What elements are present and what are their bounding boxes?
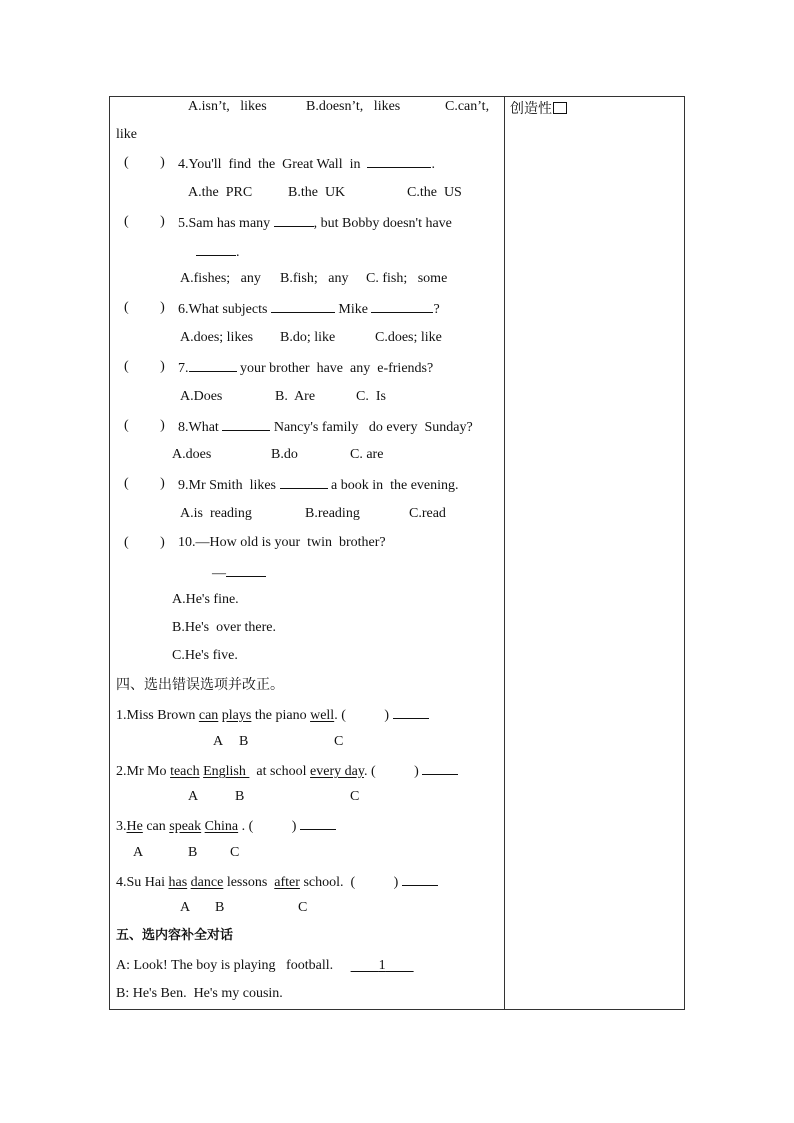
q10-answer-line [212, 564, 266, 582]
q10-dash: — [212, 566, 226, 581]
s4-item-3-letter-c: C [230, 845, 240, 860]
q6-blank-2[interactable] [371, 300, 433, 313]
q3-option-c: C.can’t, [445, 99, 490, 114]
s5-line-b: B: He's Ben. He's my cousin. [116, 986, 283, 1001]
q5-stem-middle: , but Bobby doesn't have [313, 216, 452, 231]
q8-option-c: C. are [350, 447, 384, 462]
q5-stem-end: . [236, 245, 240, 260]
q4-answer-paren[interactable]: ( ) [124, 155, 165, 170]
q4-stem-end: . [431, 157, 435, 172]
s4-item-4-option-c: after [274, 875, 300, 890]
q5-stem [178, 214, 452, 232]
q8-stem [178, 418, 473, 436]
q6-option-c: C.does; like [375, 330, 442, 345]
s4-item-2-letter-a: A [188, 789, 199, 804]
q10-option-b: B.He's over there. [172, 620, 276, 635]
q10-answer-paren[interactable]: ( ) [124, 535, 165, 550]
q6-stem-end: ? [433, 302, 440, 317]
s4-item-3-paren[interactable]: . ( ) [238, 819, 300, 834]
q4-stem-text: 4.You'll find the Great Wall in [178, 157, 361, 172]
q8-answer-paren[interactable]: ( ) [124, 418, 165, 433]
s4-item-2-correction-blank[interactable] [422, 762, 458, 775]
s4-item-4-correction-blank[interactable] [402, 873, 438, 886]
s4-item-3-option-c: China [204, 819, 239, 834]
q5-option-a: A.fishes; any [180, 271, 261, 286]
s5-blank-1[interactable] [351, 958, 414, 973]
s4-item-3-option-b: speak [169, 819, 202, 834]
s4-item-3-letter-a: A [133, 845, 144, 860]
s4-item-4-option-a: has [168, 875, 188, 890]
q6-option-a: A.does; likes [180, 330, 254, 345]
s4-item-4-letter-a: A [180, 900, 191, 915]
s4-item-4-letter-b: B [215, 900, 225, 915]
q6-stem-middle: Mike [338, 302, 368, 317]
q9-option-a: A.is reading [180, 506, 252, 521]
q4-option-a: A.the PRC [188, 185, 253, 200]
s4-item-1-pre: 1.Miss Brown [116, 708, 199, 723]
s4-item-2-option-c: every day [310, 764, 364, 779]
q10-option-c: C.He's five. [172, 648, 238, 663]
s4-item-2-option-b: English [203, 764, 250, 779]
q6-answer-paren[interactable]: ( ) [124, 300, 165, 315]
q7-stem-text: 7. [178, 361, 189, 376]
q8-blank[interactable] [222, 418, 270, 431]
s4-item-1-option-c: well [310, 708, 335, 723]
s4-item-4-mid2: lessons [223, 875, 275, 890]
s4-item-2-letter-c: C [350, 789, 360, 804]
s4-item-1-letter-a: A [213, 734, 224, 749]
q6-stem [178, 300, 440, 318]
s4-item-1-correction-blank[interactable] [393, 706, 429, 719]
s4-item-2-pre: 2.Mr Mo [116, 764, 171, 779]
s4-item-2-letter-b: B [235, 789, 245, 804]
q9-answer-paren[interactable]: ( ) [124, 476, 165, 491]
q4-stem [178, 155, 435, 173]
s4-item-4-letter-c: C [298, 900, 308, 915]
q5-blank-2[interactable] [196, 243, 236, 256]
q4-option-c: C.the US [407, 185, 462, 200]
q7-answer-paren[interactable]: ( ) [124, 359, 165, 374]
s4-item-2-option-a: teach [170, 764, 200, 779]
s4-item-4 [116, 873, 438, 891]
q9-blank[interactable] [280, 476, 328, 489]
q5-answer-paren[interactable]: ( ) [124, 214, 165, 229]
creativity-label: 创造性 [510, 101, 552, 117]
q8-option-a: A.does [172, 447, 212, 462]
q9-stem-text: 9.Mr Smith likes [178, 478, 277, 493]
q10-option-a: A.He's fine. [172, 592, 239, 607]
q5-option-b: B.fish; any [280, 271, 349, 286]
s4-item-2 [116, 762, 458, 780]
s4-item-3-correction-blank[interactable] [300, 817, 336, 830]
q9-stem [178, 476, 459, 494]
q9-stem-end: a book in the evening. [327, 478, 459, 493]
q3-option-c-wrap: like [116, 127, 137, 142]
s4-item-2-mid2: at school [249, 764, 311, 779]
s4-item-1 [116, 706, 429, 724]
s4-item-1-mid2: the piano [251, 708, 311, 723]
q8-stem-end: Nancy's family do every Sunday? [270, 420, 473, 435]
q4-blank[interactable] [367, 155, 431, 168]
s5-blank-number: 1 [378, 958, 386, 973]
q7-option-a: A.Does [180, 389, 223, 404]
s4-item-1-option-a: can [198, 708, 219, 723]
s4-item-3-mid1: can [142, 819, 170, 834]
s4-item-1-letter-b: B [239, 734, 249, 749]
q9-option-b: B.reading [305, 506, 360, 521]
q5-option-c: C. fish; some [366, 271, 448, 286]
q5-blank-1[interactable] [274, 214, 314, 227]
q10-stem: 10.—How old is your twin brother? [178, 535, 386, 550]
s4-item-1-letter-c: C [334, 734, 344, 749]
s4-item-3-letter-b: B [188, 845, 198, 860]
s4-item-3 [116, 817, 336, 835]
s4-item-4-option-b: dance [190, 875, 224, 890]
q8-option-b: B.do [271, 447, 298, 462]
s4-item-4-pre: 4.Su Hai [116, 875, 169, 890]
section4-title: 四、选出错误选项并改正。 [116, 677, 284, 693]
s4-item-1-option-b: plays [221, 708, 252, 723]
q3-option-a: A.isn’t, likes [188, 99, 267, 114]
q8-stem-text: 8.What [178, 420, 219, 435]
q6-blank-1[interactable] [271, 300, 335, 313]
q7-option-b: B. Are [275, 389, 316, 404]
s4-item-3-pre: 3. [116, 819, 127, 834]
s5-line-a-text: A: Look! The boy is playing football. [116, 958, 334, 973]
s4-item-1-paren[interactable]: . ( ) [334, 708, 393, 723]
q5-stem-wrap [196, 243, 240, 261]
q7-blank[interactable] [189, 359, 237, 372]
q9-option-c: C.read [409, 506, 446, 521]
section5-title: 五、选内容补全对话 [116, 928, 234, 943]
q6-option-b: B.do; like [280, 330, 336, 345]
s4-item-2-paren[interactable]: . ( ) [363, 764, 423, 779]
q6-stem-text: 6.What subjects [178, 302, 268, 317]
q5-stem-text: 5.Sam has many [178, 216, 271, 231]
q7-stem-end: your brother have any e-friends? [236, 361, 434, 376]
q10-blank[interactable] [226, 564, 266, 577]
s5-line-a [116, 958, 414, 974]
q7-option-c: C. Is [356, 389, 386, 404]
s4-item-4-paren[interactable]: school. ( ) [299, 875, 402, 890]
q3-option-b: B.doesn’t, likes [306, 99, 401, 114]
q7-stem [178, 359, 433, 377]
q4-option-b: B.the UK [288, 185, 346, 200]
s4-item-3-option-a: He [126, 819, 143, 834]
